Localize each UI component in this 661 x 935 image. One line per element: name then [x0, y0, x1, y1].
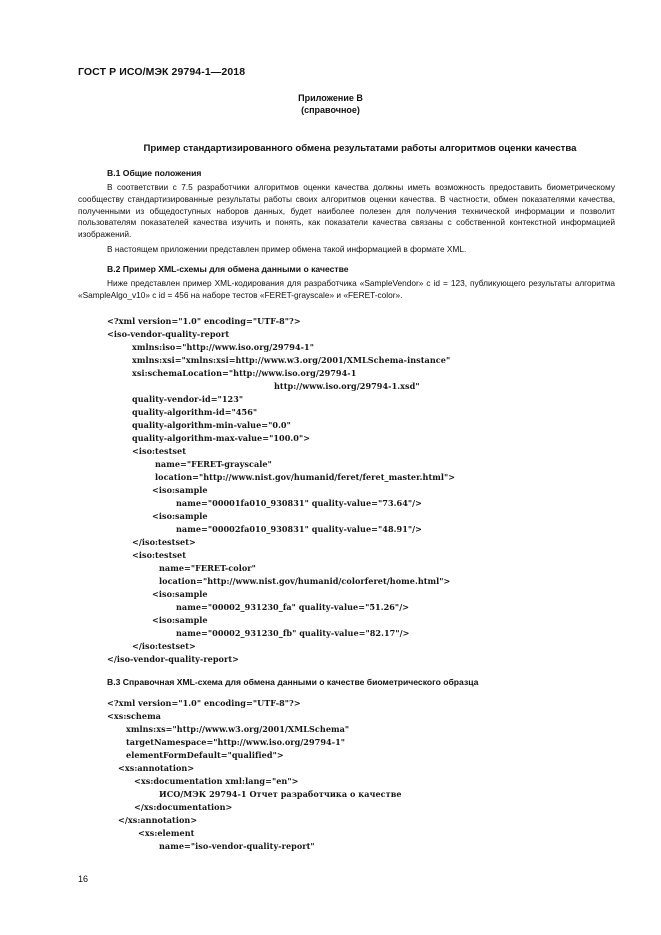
- annex-type: (справочное): [301, 105, 360, 115]
- code-line: quality-algorithm-min-value="0.0": [132, 420, 291, 430]
- code-line: quality-vendor-id="123": [132, 394, 244, 404]
- code-line: <iso:testset: [132, 550, 187, 560]
- code-line: name="00002fa010_930831" quality-value="48.91"/>: [176, 524, 422, 534]
- code-line: http://www.iso.org/29794-1.xsd": [274, 381, 420, 391]
- section-b3-heading: В.3 Справочная XML-схема для обмена данными о качестве биометрического образца: [107, 677, 479, 687]
- code-line: xmlns:xsi="xmlns:xsi=http://www.w3.org/2001/XMLSchema-instance": [132, 355, 451, 365]
- code-line: name="iso-vendor-quality-report": [159, 841, 315, 851]
- section-b1-heading: В.1 Общие положения: [107, 168, 202, 178]
- code-line: </iso:testset>: [132, 641, 196, 651]
- code-line: <?xml version="1.0" encoding="UTF-8"?>: [107, 316, 301, 326]
- code-line: ИСО/МЭК 29794-1 Отчет разработчика о качестве: [159, 789, 402, 799]
- annex-title: Приложение В: [298, 93, 363, 103]
- section-b1-paragraph-2-text: В настоящем приложении представлен пример обмена такой информацией в формате XML.: [107, 244, 467, 254]
- code-line: </xs:documentation>: [134, 802, 233, 812]
- code-line: elementFormDefault="qualified">: [126, 750, 284, 760]
- code-line: name="FERET-grayscale": [155, 459, 272, 469]
- code-line: xmlns:iso="http://www.iso.org/29794-1": [132, 342, 314, 352]
- code-line: <iso:testset: [132, 446, 187, 456]
- code-line: xsi:schemaLocation="http://www.iso.org/29794-1: [132, 368, 357, 378]
- code-line: name="00002_931230_fa" quality-value="51.26"/>: [176, 602, 410, 612]
- code-line: location="http://www.nist.gov/humanid/colorferet/home.html">: [159, 576, 451, 586]
- main-title: Пример стандартизированного обмена результатами работы алгоритмов оценки качества: [143, 143, 577, 154]
- section-b2-heading: В.2 Пример XML-схемы для обмена данными о качестве: [107, 264, 349, 274]
- code-line: <xs:schema: [107, 711, 161, 721]
- code-line: quality-algorithm-id="456": [132, 407, 258, 417]
- code-line: <xs:documentation xml:lang="en">: [134, 776, 299, 786]
- code-line: <xs:annotation>: [118, 763, 195, 773]
- page-number: 16: [78, 874, 89, 884]
- code-line: <iso:sample: [152, 615, 208, 625]
- code-line: location="http://www.nist.gov/humanid/feret/feret_master.html">: [155, 472, 456, 482]
- code-line: name="00001fa010_930831" quality-value="73.64"/>: [176, 498, 422, 508]
- code-line: </iso-vendor-quality-report>: [107, 654, 239, 664]
- code-line: <iso:sample: [152, 511, 208, 521]
- section-b1-paragraph-text: В соответствии с 7.5 разработчики алгоритмов оценки качества должны иметь возможность предоставить биометрическому сообществу стандартизированные результаты работы своих алгоритмов оценки качества. В частности, обмен показателями качества, полученными из общедоступных наборов данных, будет наиболее полезен для получения технической информации и позволит пользователям показателей качества изучить и понять, как показатели качества связаны с собственной контекстной информацией изображений.: [78, 182, 615, 240]
- code-line: <iso-vendor-quality-report: [107, 329, 230, 339]
- code-line: name="00002_931230_fb" quality-value="82.17"/>: [176, 628, 410, 638]
- code-line: xmlns:xs="http://www.w3.org/2001/XMLSchema": [126, 724, 350, 734]
- section-b2-paragraph-text: Ниже представлен пример XML-кодирования для разработчика «SampleVendor» с id = 123, публикующего результаты алгоритма «SampleAlgo_v10» с id = 456 на наборе тестов «FERET-grayscale» и «FERET-color».: [78, 278, 615, 300]
- code-line: quality-algorithm-max-value="100.0">: [132, 433, 311, 443]
- code-line: </xs:annotation>: [118, 815, 198, 825]
- code-line: <iso:sample: [152, 485, 208, 495]
- code-line: <iso:sample: [152, 589, 208, 599]
- code-line: </iso:testset>: [132, 537, 196, 547]
- code-line: name="FERET-color": [159, 563, 256, 573]
- document-header: ГОСТ Р ИСО/МЭК 29794-1—2018: [78, 66, 246, 78]
- code-line: targetNamespace="http://www.iso.org/29794-1": [126, 737, 346, 747]
- code-line: <xs:element: [138, 828, 195, 838]
- code-line: <?xml version="1.0" encoding="UTF-8"?>: [107, 698, 301, 708]
